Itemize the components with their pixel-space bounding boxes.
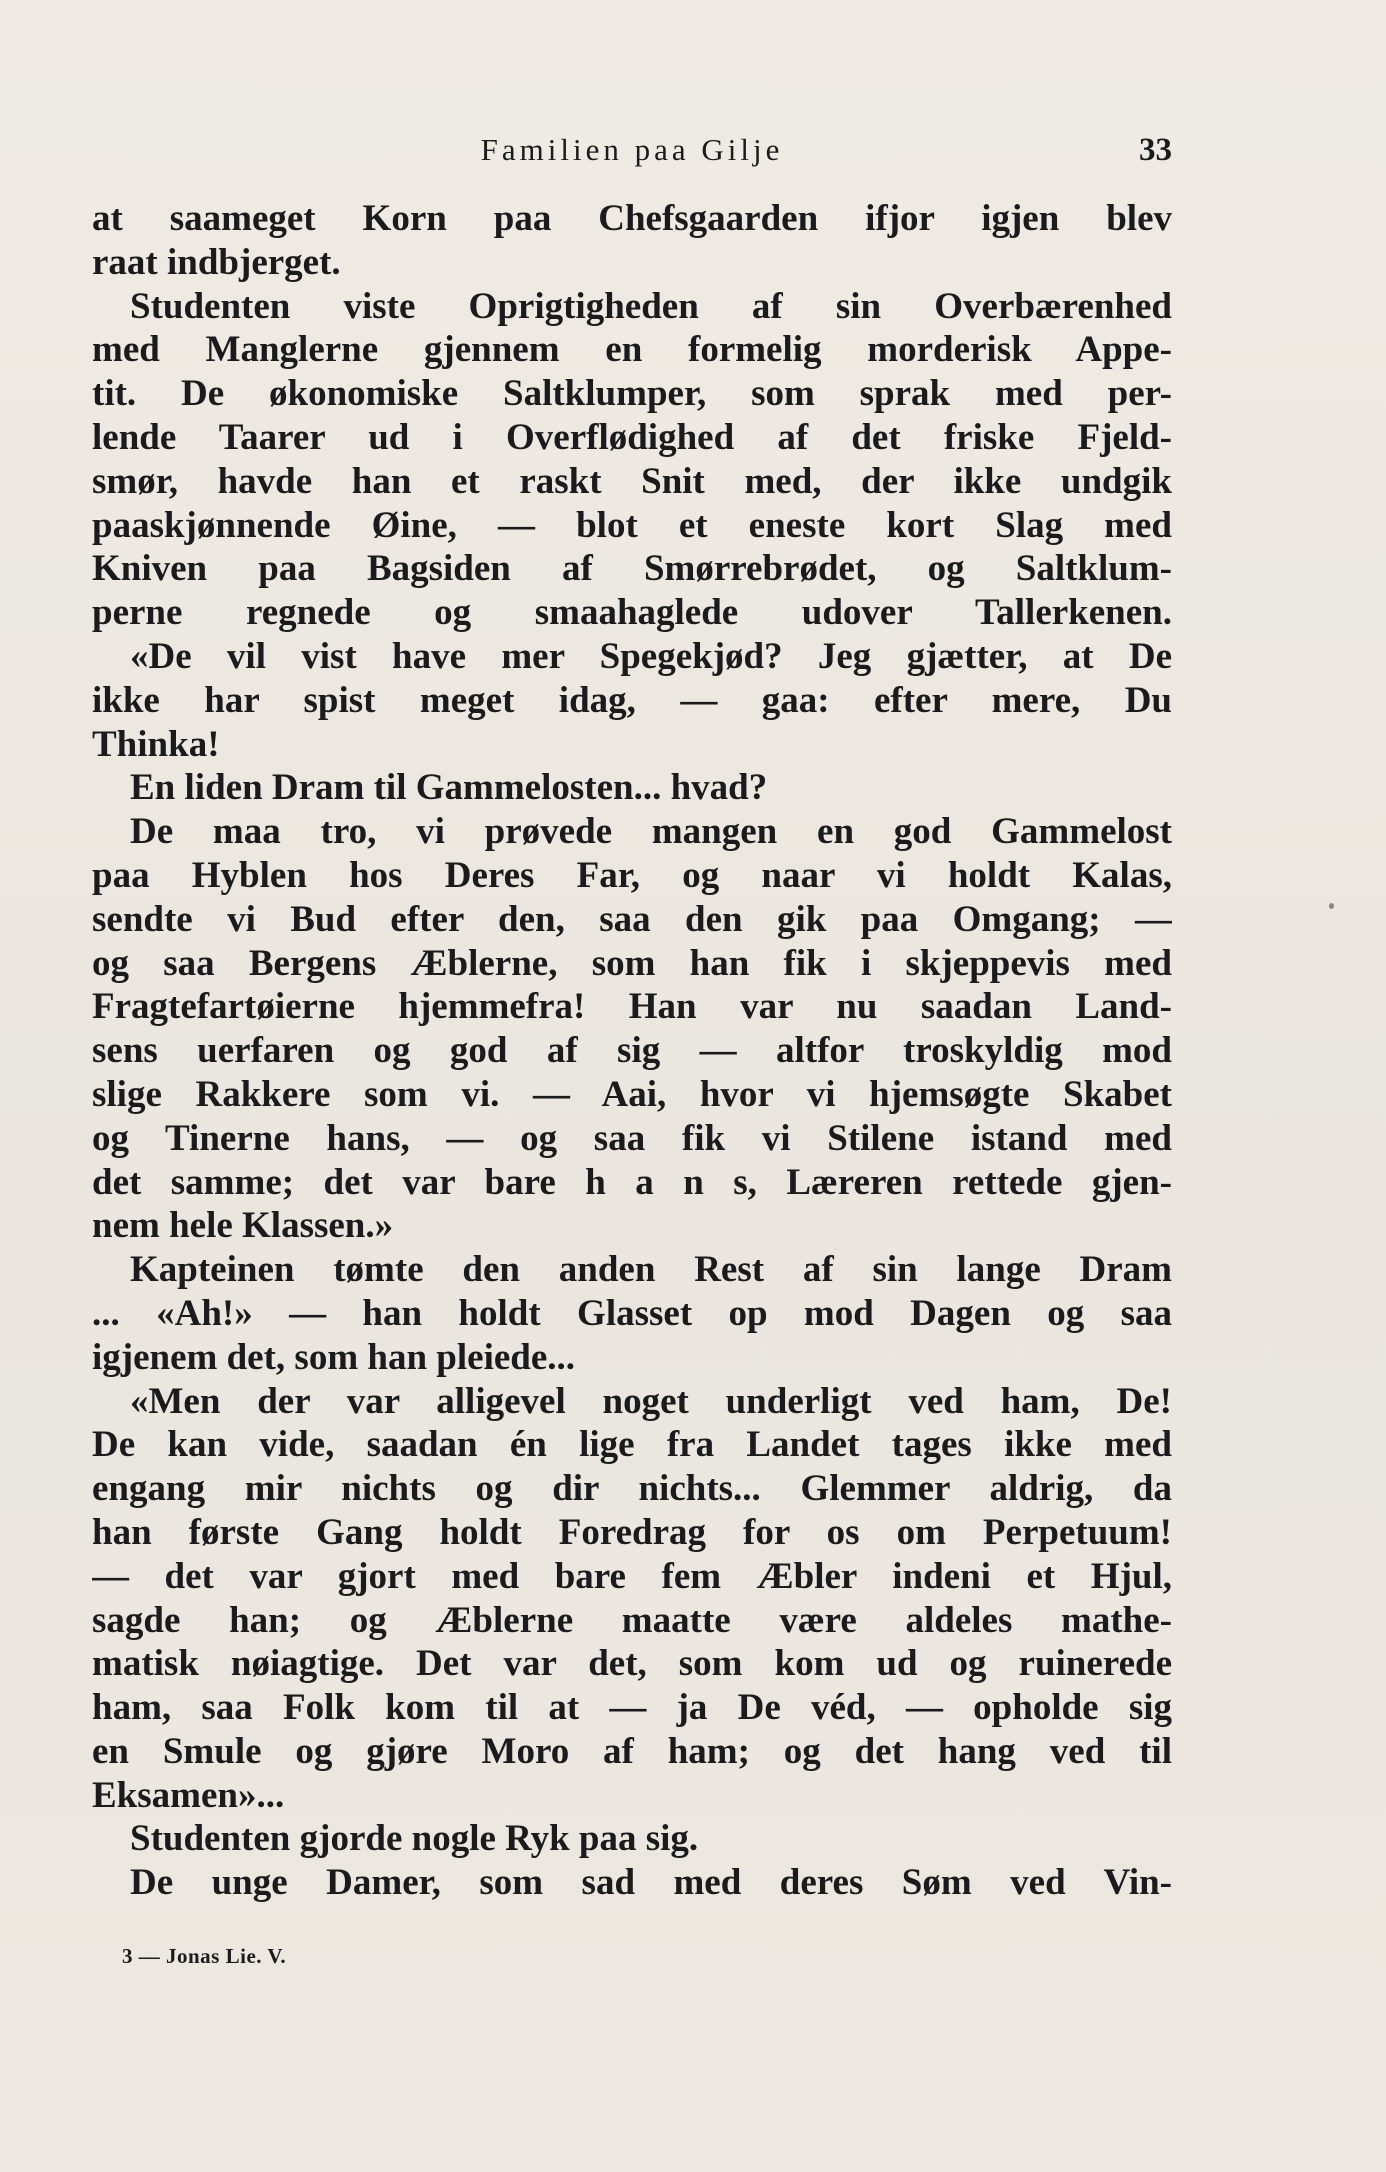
page-header xyxy=(92,128,1172,172)
text-line: igjenem det, som han pleiede... xyxy=(92,1336,576,1378)
text-line: at saameget Korn paa Chefsgaarden ifjor igjen blev xyxy=(92,198,1172,239)
text-line: «Men der var alligevel noget underligt ved ham, De! xyxy=(130,1380,1172,1422)
text-line: De unge Damer, som sad med deres Søm ved Vin- xyxy=(130,1862,1172,1904)
text-line: sendte vi Bud efter den, saa den gik paa Omgang; — xyxy=(92,898,1172,940)
text-line: sagde han; og Æblerne maatte være aldeles mathe- xyxy=(92,1599,1172,1641)
text-line: sens uerfaren og god af sig — altfor troskyldig mod xyxy=(92,1030,1172,1072)
text-line: smør, havde han et raskt Snit med, der ikke undgik xyxy=(92,460,1172,502)
text-line: En liden Dram til Gammelosten... hvad? xyxy=(130,767,768,809)
text-line: han første Gang holdt Foredrag for os om Perpetuum! xyxy=(92,1511,1172,1553)
text-line: Kniven paa Bagsiden af Smørrebrødet, og Saltklum- xyxy=(92,548,1172,590)
text-line: tit. De økonomiske Saltklumper, som sprak med per- xyxy=(92,373,1172,415)
text-line: Eksamen»... xyxy=(92,1774,285,1816)
text-line: De kan vide, saadan én lige fra Landet tages ikke med xyxy=(92,1424,1172,1466)
text-line: Studenten viste Oprigtigheden af sin Overbærenhed xyxy=(130,285,1172,327)
text-line: engang mir nichts og dir nichts... Glemmer aldrig, da xyxy=(92,1468,1172,1510)
text-line: «De vil vist have mer Spegekjød? Jeg gjætter, at De xyxy=(130,635,1172,677)
text-line: paa Hyblen hos Deres Far, og naar vi holdt Kalas, xyxy=(92,854,1172,896)
text-line: og Tinerne hans, — og saa fik vi Stilene istand med xyxy=(92,1117,1172,1159)
text-line: raat indbjerget. xyxy=(92,241,341,283)
running-title: Familien paa Gilje xyxy=(480,132,784,167)
text-line: De maa tro, vi prøvede mangen en god Gammelost xyxy=(130,811,1172,853)
printer-signature: 3 — Jonas Lie. V. xyxy=(122,1944,287,1968)
text-line: — det var gjort med bare fem Æbler indeni et Hjul, xyxy=(92,1555,1172,1597)
text-line: matisk nøiagtige. Det var det, som kom ud og ruinerede xyxy=(92,1643,1172,1685)
text-line: perne regnede og smaahaglede udover Tallerkenen. xyxy=(92,592,1172,634)
text-line: Fragtefartøierne hjemmefra! Han var nu saadan Land- xyxy=(92,986,1172,1028)
body-text xyxy=(92,197,1172,1905)
text-line: slige Rakkere som vi. — Aai, hvor vi hjemsøgte Skabet xyxy=(92,1073,1172,1115)
text-line: en Smule og gjøre Moro af ham; og det hang ved til xyxy=(92,1730,1172,1772)
text-line: og saa Bergens Æblerne, som han fik i skjeppevis med xyxy=(92,942,1172,984)
text-line: det samme; det var bare h a n s, Læreren rettede gjen- xyxy=(92,1161,1172,1203)
text-line: lende Taarer ud i Overflødighed af det friske Fjeld- xyxy=(92,416,1172,458)
text-line: ... «Ah!» — han holdt Glasset op mod Dagen og saa xyxy=(92,1292,1172,1334)
text-line: ikke har spist meget idag, — gaa: efter mere, Du xyxy=(92,679,1172,721)
text-line: ham, saa Folk kom til at — ja De véd, — opholde sig xyxy=(92,1687,1172,1729)
text-line: Thinka! xyxy=(92,723,220,765)
page-number: 33 xyxy=(1139,132,1172,168)
paper-speck xyxy=(1329,903,1334,909)
text-line: nem hele Klassen.» xyxy=(92,1205,394,1247)
text-line: Kapteinen tømte den anden Rest af sin lange Dram xyxy=(130,1249,1172,1291)
text-line: paaskjønnende Øine, — blot et eneste kort Slag med xyxy=(92,504,1172,546)
text-line: med Manglerne gjennem en formelig morderisk Appe- xyxy=(92,329,1172,371)
text-line: Studenten gjorde nogle Ryk paa sig. xyxy=(130,1818,699,1860)
